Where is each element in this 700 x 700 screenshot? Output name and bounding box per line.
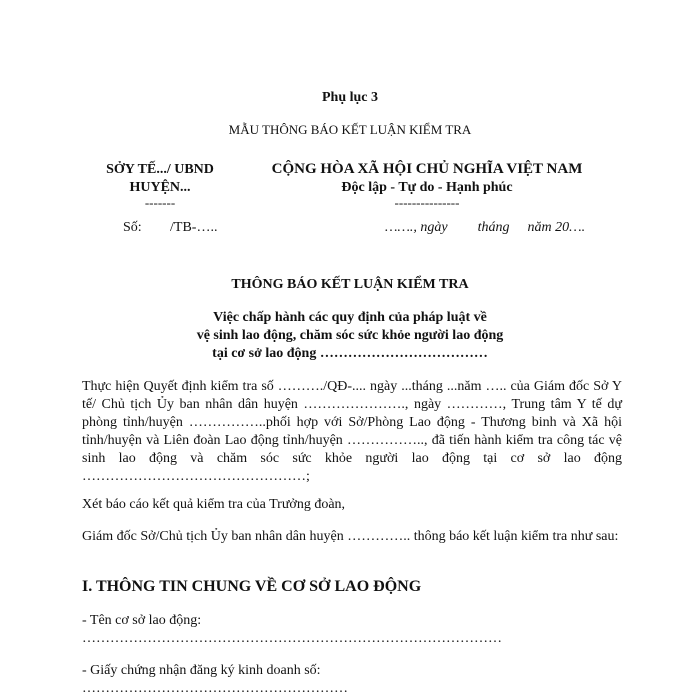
body-paragraph-1: Thực hiện Quyết định kiểm tra số ………./QĐ-.... ngày ...tháng ...năm ….. của Giám đốc Sở Y tế/ Chủ tịch Ủy ban nhân dân huyện …………………., ngày …………, Trung tâm Y tế dự phòng tỉnh/huyện ……………..phối hợp với Sở/Phòng Lao động - Thương binh và Xã hội tỉnh/huyện và Liên đoàn Lao động tỉnh/huyện …………….., đã tiến hành kiểm tra công tác vệ sinh lao động và chăm sóc sức khỏe người lao động tại cơ sở lao động …………………………………………;: [82, 379, 622, 484]
national-motto: Độc lập - Tự do - Hạnh phúc: [341, 180, 513, 195]
notice-subject-line3: tại cơ sở lao động ………………………………: [212, 346, 488, 361]
section-1-heading: I. THÔNG TIN CHUNG VỀ CƠ SỞ LAO ĐỘNG: [82, 578, 422, 595]
field-label-facility-name: - Tên cơ sở lao động:: [82, 613, 202, 628]
body-paragraph-3: Giám đốc Sở/Chủ tịch Ủy ban nhân dân huyện ………….. thông báo kết luận kiểm tra như sau:: [82, 529, 619, 544]
date-dots: …….,: [385, 220, 421, 235]
document-number-value: /TB-…..: [170, 220, 218, 235]
document-number-label: Số:: [123, 220, 142, 235]
date-line: [385, 220, 585, 236]
body-paragraph-2: Xét báo cáo kết quả kiểm tra của Trưởng đoàn,: [82, 497, 346, 512]
field-label-business-license: - Giấy chứng nhận đăng ký kinh doanh số:: [82, 663, 321, 678]
date-month: tháng: [477, 220, 510, 235]
notice-subject-line1: Việc chấp hành các quy định của pháp luật về: [213, 310, 487, 325]
field-dots-business-license: …………………………………………………: [82, 681, 348, 696]
appendix-title: Phụ lục 3: [321, 90, 378, 105]
field-dots-facility-name: ………………………………………………………………………………: [82, 631, 502, 646]
country-name: CỘNG HÒA XÃ HỘI CHỦ NGHĨA VIỆT NAM: [271, 161, 583, 177]
agency-divider: -------: [144, 195, 176, 210]
agency-name-line2: HUYỆN...: [129, 180, 191, 195]
date-day: ngày: [420, 220, 448, 235]
agency-name-line1: SỞY TẾ.../ UBND: [106, 162, 214, 177]
notice-title: THÔNG BÁO KẾT LUẬN KIỂM TRA: [231, 277, 469, 292]
date-year: năm 20….: [527, 220, 586, 235]
motto-divider: ---------------: [394, 195, 460, 210]
notice-subject-line2: vệ sinh lao động, chăm sóc sức khỏe người lao động: [196, 328, 504, 343]
appendix-subtitle: MẪU THÔNG BÁO KẾT LUẬN KIỂM TRA: [228, 122, 472, 137]
